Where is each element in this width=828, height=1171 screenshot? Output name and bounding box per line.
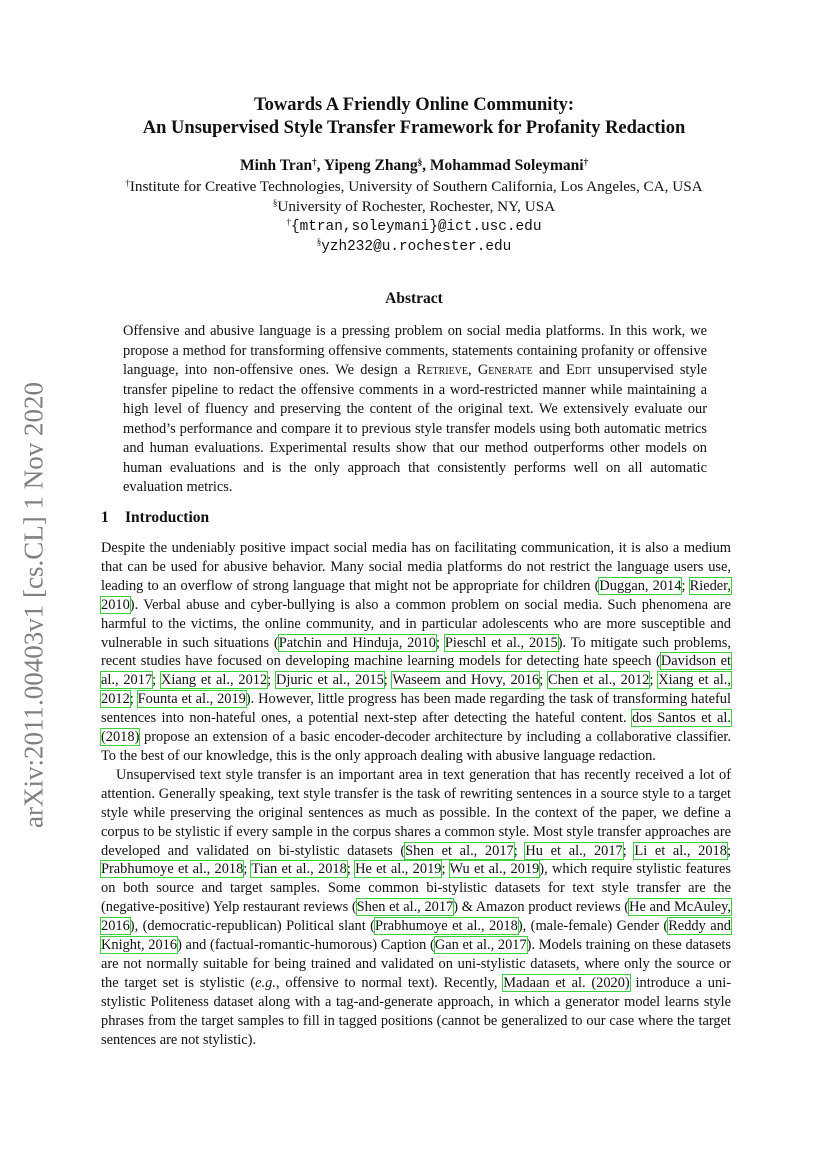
citation-link[interactable]: Rieder, 2010 [101,577,731,613]
citation-link[interactable]: Waseem and Hovy, 2016 [392,672,540,689]
body-text: ; [435,634,445,651]
body-text: introduce a uni-stylistic Politeness dataset along with a tag-and-generate approach, in which a generator model learns style phrases from the target samples to fill in tagged positions (cannot be generalized to our case where the target sentences are not stylistic). [101,974,731,1048]
section-title: Introduction [125,509,210,526]
citation-link[interactable]: Patchin and Hinduja, 2010 [278,634,436,651]
section-number: 1 [101,509,109,526]
affiliation-1 [0,177,828,196]
body-text: ; [441,861,450,878]
citation-link[interactable]: Shen et al., 2017 [405,842,514,859]
affiliation-2-mark: § [272,198,278,208]
abstract-text: Offensive and abusive language is a pressing problem on social media platforms. In this work, we propose a method for transforming offensive comments, statements containing profanity or offensive language, into non-offensive ones. We design a [123,323,707,378]
citation-link[interactable]: Prabhumoye et al., 2018 [101,861,244,878]
citation-link[interactable]: Gan et al., 2017 [434,937,527,954]
body-text: Unsupervised text style transfer is an important area in text generation that has recently received a lot of attention. Generally speaking, text style transfer is the task of rewriting sentences in a source style to a target style while preserving the original sentences as much as possible. In the context of the paper, we define a corpus to be stylistic if every sample in the corpus shares a common style. Most style transfer approaches are developed and validated on bi-stylistic datasets ( [101,766,731,859]
body-text: ; [383,672,393,689]
email-1-mark: † [286,217,292,227]
email-1 [0,216,828,237]
citation-link[interactable]: Xiang et al., 2012 [160,672,268,689]
citation-link[interactable]: Wu et al., 2019 [449,861,540,878]
body-text: ). Verbal abuse and cyber-bullying is also a common problem on social media. Such phenomena are harmful to the victims, the online community, and in particular adolescents who are more susceptible and vulnerable in such situations ( [101,596,731,651]
body-text: Despite the undeniably positive impact social media has on facilitating communication, it is also a medium that can be used for abusive behavior. Many social media platforms do not restrict the language users use, leading to an overflow of strong language that might not be appropriate for children ( [101,540,731,594]
citation-link[interactable]: Djuric et al., 2015 [275,672,384,689]
body-text: ), which require stylistic features on both source and target samples. Some common bi-stylistic datasets for text style transfer are the (negative-positive) Yelp restaurant reviews ( [101,861,732,916]
arxiv-identifier: arXiv:2011.00403v1 [cs.CL] 1 Nov 2020 [18,382,49,828]
citation-link[interactable]: Hu et al., 2017 [525,842,623,859]
body-text: ; [267,672,276,689]
body-text: ; [726,842,731,859]
affiliation-1-text: Institute for Creative Technologies, University of Southern California, Los Angeles, CA, USA [129,178,703,195]
citation-link[interactable]: Madaan et al. (2020) [503,974,630,991]
emphasis-eg: e.g. [255,974,276,991]
citation-link[interactable]: Xiang et al., 2012 [101,672,731,708]
title-line-2: An Unsupervised Style Transfer Framework for Profanity Redaction [142,118,686,138]
body-text: ) and (factual-romantic-humorous) Caption ( [177,937,435,954]
arxiv-sidebar-stamp [20,365,48,845]
body-text: ) & Amazon product reviews ( [453,899,630,916]
affiliation-1-mark: † [125,178,130,188]
author-1: Minh Tran [239,157,313,174]
generate-term: Generate [477,362,533,378]
body-text: ; [346,861,356,878]
body-text: ; [681,577,690,594]
citation-link[interactable]: Pieschl et al., 2015 [444,634,558,651]
body-text: ; [539,672,549,689]
author-3: Mohammad Soleymani [429,157,584,174]
edit-term: Edit [565,362,592,378]
body-text: ; [622,842,635,859]
citation-link[interactable]: Reddy and Knight, 2016 [101,918,732,954]
body-text: ). However, little progress has been made regarding the task of transforming hateful sentences into non-hateful ones, a potential next-step after detecting the hateful content. [101,691,731,727]
paragraph-2 [101,766,731,1050]
section-heading-introduction [101,508,209,528]
email-1-text: {mtran,soleymani}@ict.usc.edu [291,219,542,235]
body-text: ), (male-female) Gender ( [517,918,669,935]
affiliation-2-text: University of Rochester, Rochester, NY, USA [277,198,556,215]
body-text: ; [649,672,659,689]
citation-link[interactable]: Chen et al., 2012 [548,672,650,689]
citation-link[interactable]: Tian et al., 2018 [251,861,347,878]
retrieve-term: Retrieve [416,362,469,378]
body-text: ; [513,842,526,859]
body-text: ; [129,691,138,708]
abstract-text: , [468,362,478,378]
affiliation-2 [0,197,828,216]
abstract-text: unsupervised style transfer pipeline to redact the offensive comments in a word-restricted manner while maintaining a high level of fluency and preserving the content of the original text. We extensively evaluate our method’s performance and compare it to previous style transfer models using both automatic metrics and human evaluations. Experimental results show that our method outperforms other models on human evaluations and is the only approach that consistently performs well on all automatic evaluation metrics. [123,362,708,495]
citation-link[interactable]: He and McAuley, 2016 [101,899,731,935]
body-text: , offensive to normal text). Recently, [275,974,504,991]
title-line-1: Towards A Friendly Online Community: [253,95,575,115]
author-2: Yipeng Zhang [323,157,418,174]
citation-link[interactable]: Shen et al., 2017 [356,899,454,916]
abstract-body [123,322,707,498]
author-3-mark: † [583,157,589,167]
author-separator: , [316,157,324,174]
email-2-text: yzh232@u.rochester.edu [321,239,512,255]
citation-link[interactable]: He et al., 2019 [355,861,442,878]
introduction-body [101,539,731,1049]
author-list [0,156,828,176]
body-text: ; [152,672,161,689]
author-1-mark: † [312,157,317,167]
body-text: propose an extension of a basic encoder-decoder architecture by including a collaborative classifier. To the best of our knowledge, this is the only approach dealing with abusive language redaction. [101,729,731,764]
citation-link[interactable]: Prabhumoye et al., 2018 [374,918,518,935]
abstract-heading: Abstract [385,290,443,307]
citation-link[interactable]: Duggan, 2014 [599,577,682,594]
citation-link[interactable]: Li et al., 2018 [634,842,727,859]
body-text: ). To mitigate such problems, recent studies have focused on developing machine learning models for detecting hate speech ( [101,634,731,670]
citation-link[interactable]: Davidson et al., 2017 [101,653,731,689]
author-2-mark: § [417,157,423,167]
body-text: ). Models training on these datasets are not normally suitable for being trained and validated on uni-stylistic datasets, where only the source or the target set is stylistic ( [101,937,731,991]
body-text: ; [243,861,252,878]
citation-link[interactable]: Founta et al., 2019 [137,691,246,708]
body-text: ), (democratic-republican) Political slant ( [129,918,375,935]
author-separator: , [422,157,430,174]
email-2-mark: § [316,237,322,247]
paper-title [0,94,828,140]
citation-link[interactable]: dos Santos et al. (2018) [101,710,731,746]
paragraph-1 [101,539,731,766]
abstract-text: and [532,362,566,378]
email-2 [0,236,828,257]
